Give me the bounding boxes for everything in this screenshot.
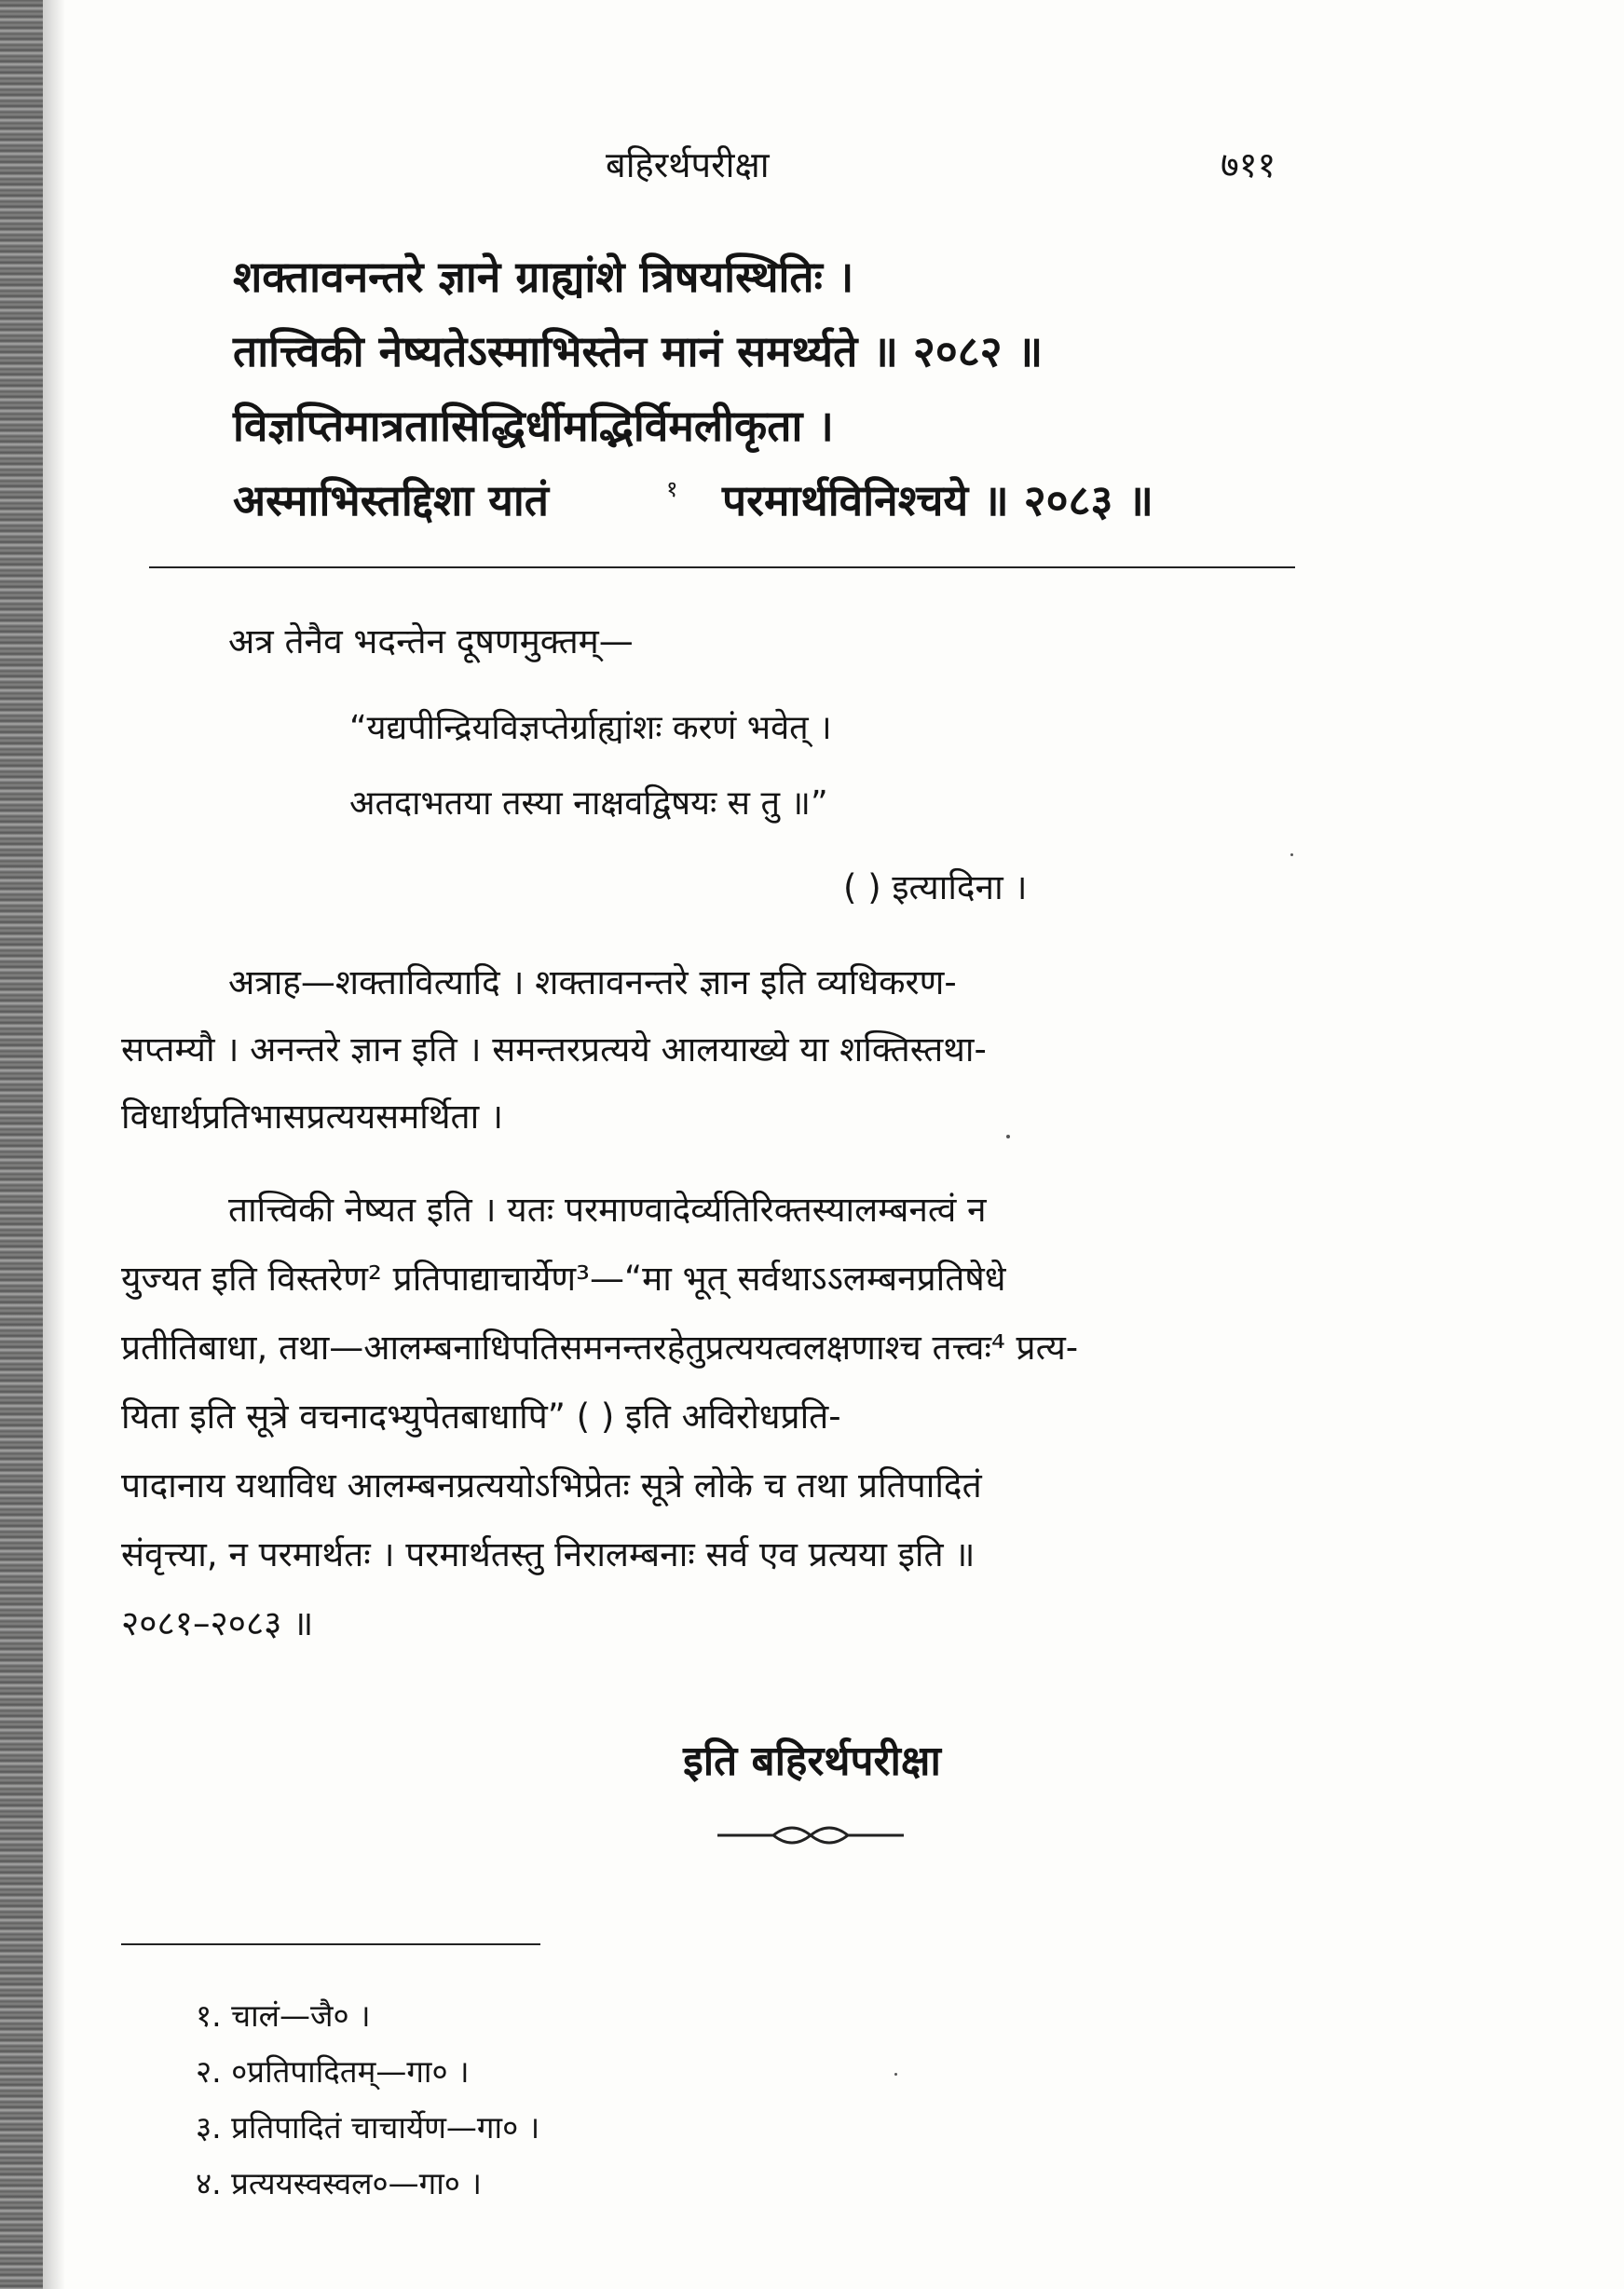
paragraph-1-line-2: सप्तम्यौ । अनन्तरे ज्ञान इति । समन्तरप्रत्यये आलयाख्ये या शक्तिस्तथा- (121, 1029, 987, 1070)
paragraph-1-line-1: अत्राह—शक्तावित्यादि । शक्तावनन्तरे ज्ञान इति व्यधिकरण- (228, 962, 957, 1002)
scan-speck (1006, 1135, 1010, 1138)
verse-line-4b: परमार्थविनिश्चये ॥ २०८३ ॥ (722, 475, 1153, 525)
footnote-1: १. चालं—जै० । (196, 1997, 371, 2034)
verse-footnote-mark: १ (666, 476, 678, 502)
ornament-divider-icon (717, 1817, 904, 1854)
paragraph-2-line-2: युज्यत इति विस्तरेण² प्रतिपाद्याचार्येण³—“मा भूत् सर्वथाऽऽलम्बनप्रतिषेधे (121, 1259, 1006, 1299)
running-title: बहिरर्थपरीक्षा (606, 144, 770, 185)
section-rule (149, 566, 1295, 568)
colophon: इति बहिरर्थपरीक्षा (683, 1737, 941, 1785)
paragraph-2-line-5: पादानाय यथाविध आलम्बनप्रत्ययोऽभिप्रेतः सूत्रे लोके च तथा प्रतिपादितं (121, 1465, 982, 1506)
verse-line-1: शक्तावनन्तरे ज्ञाने ग्राह्यांशे त्रिषयस्थितिः । (233, 252, 854, 302)
verse-line-2: तात्त्विकी नेष्यतेऽस्माभिस्तेन मानं समर्थ्यते ॥ २०८२ ॥ (233, 326, 1044, 376)
footnote-2: २. ०प्रतिपादितम्—गा० । (196, 2053, 470, 2090)
page-number: ७११ (1221, 144, 1276, 185)
paragraph-2-line-3: प्रतीतिबाधा, तथा—आलम्बनाधिपतिसमनन्तरहेतुप्रत्ययत्वलक्षणाश्च तत्त्वः⁴ प्रत्य- (121, 1328, 1079, 1368)
scan-speck (894, 2073, 897, 2076)
footnote-rule (121, 1943, 540, 1945)
verse-line-3: विज्ञप्तिमात्रतासिद्धिर्धीमद्भिर्विमलीकृता । (233, 401, 834, 451)
paragraph-2-line-1: तात्त्विकी नेष्यत इति । यतः परमाण्वादेर्व्यतिरिक्तस्यालम्बनत्वं न (228, 1190, 987, 1230)
page-header (0, 140, 1624, 196)
binding-edge (0, 0, 43, 2289)
footnote-4: ४. प्रत्ययस्वस्वल०—गा० । (196, 2165, 482, 2201)
verse-line-4a: अस्माभिस्तद्दिशा यातं (233, 475, 550, 525)
paragraph-2-line-6: संवृत्त्या, न परमार्थतः । परमार्थतस्तु निरालम्बनाः सर्व एव प्रत्यया इति ॥ (121, 1534, 976, 1574)
paragraph-1-line-3: विधार्थप्रतिभासप्रत्ययसमर्थिता । (121, 1097, 503, 1137)
scan-speck (1290, 853, 1293, 856)
paragraph-2-line-4: यिता इति सूत्रे वचनादभ्युपेतबाधापि” ( ) इति अविरोधप्रति- (121, 1397, 841, 1437)
quotation-line-2: अतदाभतया तस्या नाक्षवद्विषयः स तु ॥” (349, 784, 828, 823)
citation: ( ) इत्यादिना । (843, 867, 1028, 907)
commentary-intro: अत्र तेनैव भदन्तेन दूषणमुक्तम्— (228, 621, 634, 661)
paragraph-2-line-7: २०८१–२०८३ ॥ (121, 1603, 314, 1643)
quotation-line-1: “यद्यपीन्द्रियविज्ञप्तेर्ग्राह्यांशः करणं भवेत् । (349, 709, 832, 747)
footnote-3: ३. प्रतिपादितं चाचार्येण—गा० । (196, 2109, 540, 2146)
binding-shadow (43, 0, 65, 2289)
